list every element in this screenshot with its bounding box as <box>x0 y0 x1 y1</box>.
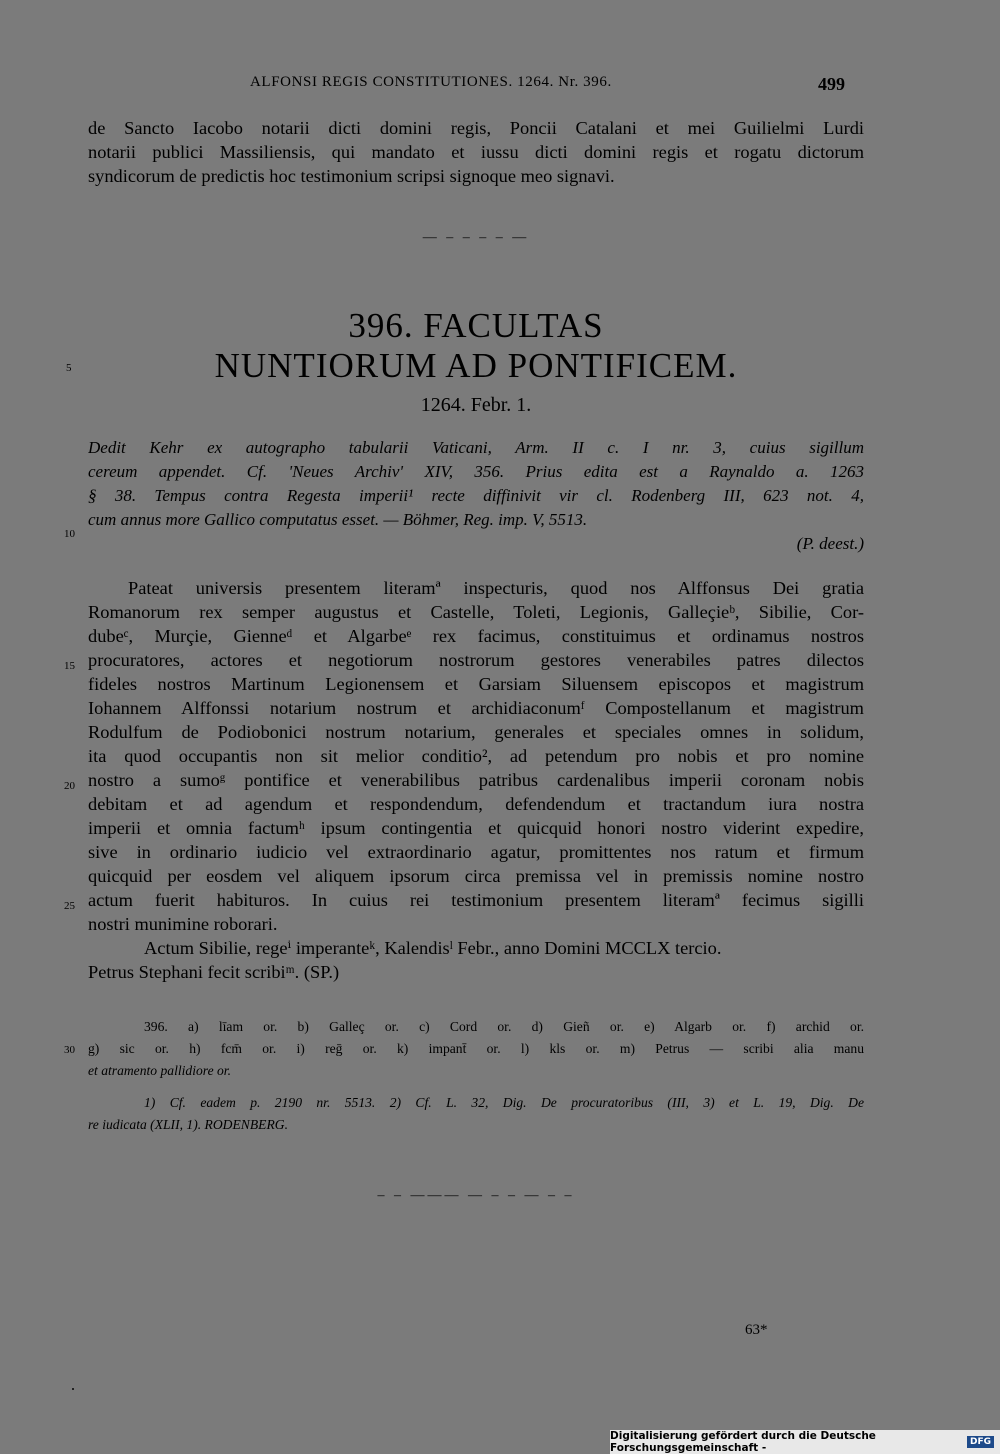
body-line: ita quod occupantis non sit melior conditio², ad petendum pro nobis et pro nomine <box>88 746 864 766</box>
line-number: 10 <box>64 528 75 540</box>
body-line: sive in ordinario iudicio vel extraordinario agatur, promittentes nos ratum et firmum <box>88 842 864 862</box>
apparatus-line: et atramento pallidiore or. <box>88 1063 231 1078</box>
body-line: Rodulfum de Podiobonici nostrum notarium, generales et speciales omnes in solidum, <box>88 722 864 742</box>
text-line: notarii publici Massiliensis, qui mandato et iussu dicti domini regis et rogatu dictorum <box>88 142 864 162</box>
footnote-line: 1) Cf. eadem p. 2190 nr. 5513. 2) Cf. L. 32, Dig. De procuratoribus (III, 3) et L. 19, Dig. De <box>144 1095 864 1110</box>
line-number: 25 <box>64 900 75 912</box>
funding-footer <box>610 1430 1000 1454</box>
body-line: nostro a sumoᵍ pontifice et venerabilibus patribus cardenalibus imperii coronam nobis <box>88 770 864 790</box>
intro-line: Dedit Kehr ex autographo tabularii Vaticani, Arm. II c. I nr. 3, cuius sigillum <box>88 438 864 457</box>
body-line: quicquid per eosdem vel aliquem ipsorum circa premissa vel in premissis nomine nostro <box>88 866 864 886</box>
previous-text <box>88 116 864 188</box>
closing-line: Actum Sibilie, regeⁱ imperanteᵏ, Kalendisˡ Febr., anno Domini MCCLX tercio. <box>144 938 722 958</box>
document-body <box>88 576 864 984</box>
line-number: 20 <box>64 780 75 792</box>
apparatus-line: g) sic or. h) fcm̄ or. i) reḡ or. k) impant̄ or. l) kls or. m) Petrus — scribi alia manu <box>88 1041 864 1056</box>
running-title: ALFONSI REGIS CONSTITUTIONES. 1264. Nr. 396. <box>250 74 612 90</box>
signature-mark: 63* <box>745 1322 768 1338</box>
line-number: 15 <box>64 660 75 672</box>
body-line: actum fuerit habituros. In cuius rei testimonium presentem literamª fecimus sigilli <box>88 890 864 910</box>
page-dot <box>72 1388 74 1390</box>
document-title-line1: 396. FACULTAS <box>348 306 604 345</box>
line-number: 5 <box>66 362 72 374</box>
body-line: procuratores, actores et negotiorum nostrorum gestores venerabiles patres dilectos <box>88 650 864 670</box>
closing-line: Petrus Stephani fecit scribiᵐ. (SP.) <box>88 962 340 982</box>
separator-top: — – – – – — <box>422 230 530 245</box>
intro-line: § 38. Tempus contra Regesta imperii¹ recte diffinivit vir cl. Rodenberg III, 623 not. 4, <box>88 486 864 505</box>
text-line: syndicorum de predictis hoc testimonium scripsi signoque meo signavi. <box>88 166 615 186</box>
footer-text: Digitalisierung gefördert durch die Deutsche Forschungsgemeinschaft - <box>610 1430 876 1454</box>
body-line: fideles nostros Martinum Legionensem et Garsiam Siluensem episcopos et magistrum <box>88 674 864 694</box>
body-line: Iohannem Alffonssi notarium nostrum et archidiaconumᶠ Compostellanum et magistrum <box>88 698 864 718</box>
editorial-intro <box>88 436 864 556</box>
body-line: dubeᶜ, Murçie, Gienneᵈ et Algarbeᵉ rex facimus, constituimus et ordinamus nostros <box>88 626 864 646</box>
body-line: nostri munimine roborari. <box>88 914 278 934</box>
body-line: debitam et ad agendum et respondendum, defendendum et tractandum iura nostra <box>88 794 864 814</box>
intro-line: cum annus more Gallico computatus esset. — Böhmer, Reg. imp. V, 5513. <box>88 510 588 529</box>
page-number: 499 <box>818 74 845 94</box>
body-line: Romanorum rex semper augustus et Castelle, Toleti, Legionis, Galleçieᵇ, Sibilie, Cor- <box>88 602 864 622</box>
intro-line: cereum appendet. Cf. 'Neues Archiv' XIV, 356. Prius edita est a Raynaldo a. 1263 <box>88 462 864 481</box>
footnotes <box>88 1092 864 1136</box>
separator-bottom: – – ——— — – – — – – <box>377 1188 575 1203</box>
body-line: imperii et omnia factumʰ ipsum contingentia et quicquid honori nostro viderint expedire, <box>88 818 864 838</box>
critical-apparatus <box>88 1016 864 1082</box>
body-line: Pateat universis presentem literamª inspecturis, quod nos Alffonsus Dei gratia <box>128 578 864 598</box>
document-date: 1264. Febr. 1. <box>420 394 532 416</box>
apparatus-line: 396. a) līam or. b) Galleç or. c) Cord or. d) Gieñ or. e) Algarb or. f) archid or. <box>144 1019 864 1034</box>
intro-sign: (P. deest.) <box>796 534 864 553</box>
dfg-logo-icon: DFG <box>967 1436 994 1448</box>
text-line: de Sancto Iacobo notarii dicti domini regis, Poncii Catalani et mei Guilielmi Lurdi <box>88 118 864 138</box>
document-title-line2: NUNTIORUM AD PONTIFICEM. <box>214 346 738 385</box>
footnote-line: re iudicata (XLII, 1). RODENBERG. <box>88 1117 288 1132</box>
line-number: 30 <box>64 1044 75 1056</box>
